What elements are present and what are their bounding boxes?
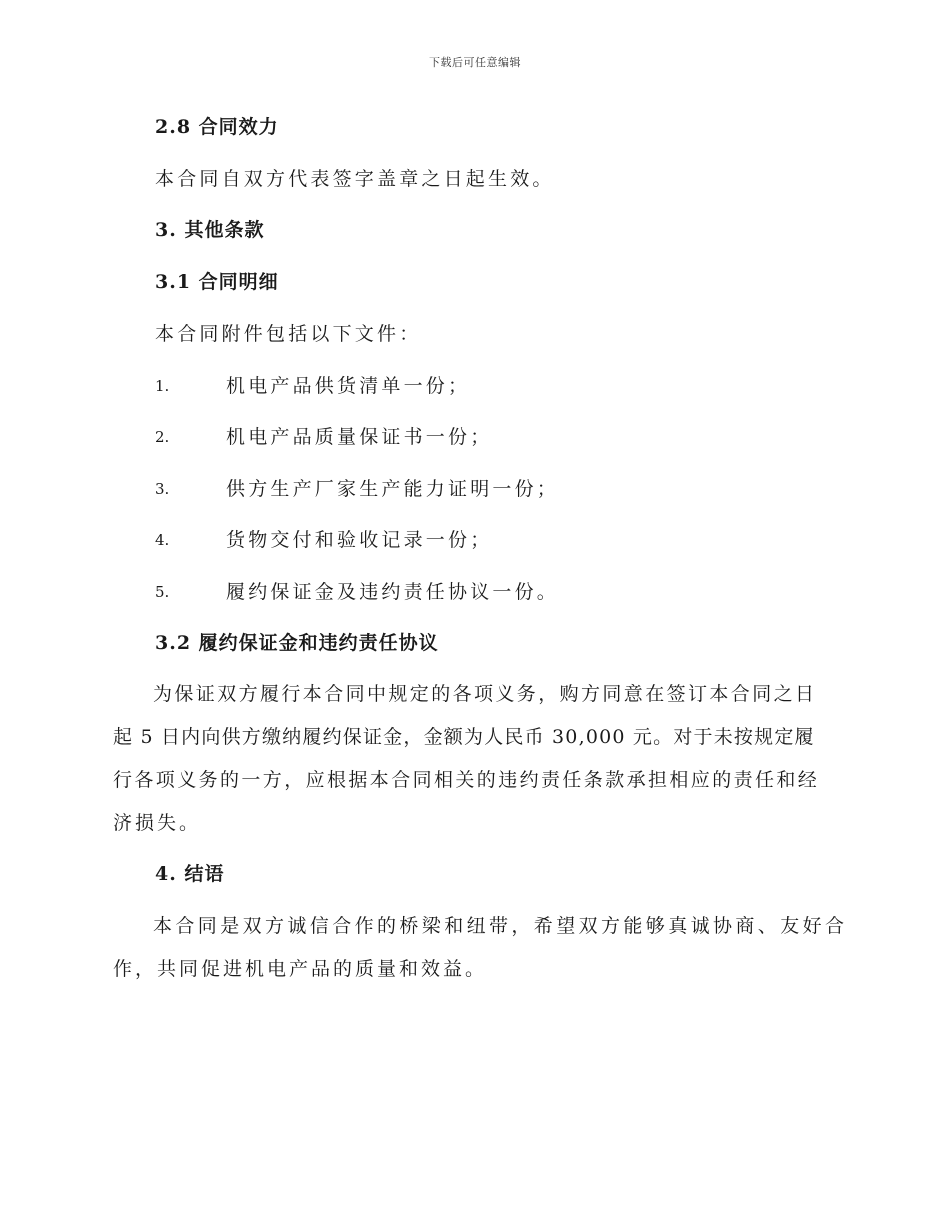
- paragraph-line: 作，共同促进机电产品的质量和效益。: [113, 958, 488, 980]
- paragraph-line: 济损失。: [113, 812, 202, 834]
- list-item-text: 供方生产厂家生产能力证明一份；: [226, 478, 560, 500]
- paragraph-line: 为保证双方履行本合同中规定的各项义务，购方同意在签订本合同之日: [153, 683, 817, 705]
- list-item-number: 3.: [155, 480, 170, 498]
- section-intro-3-1: 本合同附件包括以下文件：: [155, 323, 422, 345]
- list-item-text: 履约保证金及违约责任协议一份。: [226, 581, 560, 603]
- section-text-2-8: 本合同自双方代表签字盖章之日起生效。: [155, 168, 555, 190]
- page-header-note: 下载后可任意编辑: [429, 56, 521, 69]
- section-paragraph-3-2: [113, 673, 833, 845]
- list-item-text: 机电产品供货清单一份；: [226, 375, 471, 397]
- section-paragraph-4: [113, 905, 848, 991]
- list-item-text: 机电产品质量保证书一份；: [226, 426, 493, 448]
- paragraph-line: 本合同是双方诚信合作的桥梁和纽带，希望双方能够真诚协商、友好合: [153, 915, 848, 937]
- section-heading-4: 4. 结语: [155, 863, 225, 885]
- section-heading-2-8: 2.8 合同效力: [155, 116, 279, 138]
- list-item-number: 1.: [155, 377, 170, 395]
- list-item-number: 2.: [155, 428, 170, 446]
- list-item-number: 4.: [155, 531, 170, 549]
- paragraph-line: 起 5 日内向供方缴纳履约保证金，金额为人民币 30,000 元。对于未按规定履: [113, 726, 815, 748]
- paragraph-line: 行各项义务的一方，应根据本合同相关的违约责任条款承担相应的责任和经: [113, 769, 820, 791]
- section-heading-3-2: 3.2 履约保证金和违约责任协议: [155, 632, 439, 654]
- section-heading-3-1: 3.1 合同明细: [155, 271, 279, 293]
- list-item-text: 货物交付和验收记录一份；: [226, 529, 493, 551]
- list-item-number: 5.: [155, 583, 170, 601]
- section-heading-3: 3. 其他条款: [155, 219, 265, 241]
